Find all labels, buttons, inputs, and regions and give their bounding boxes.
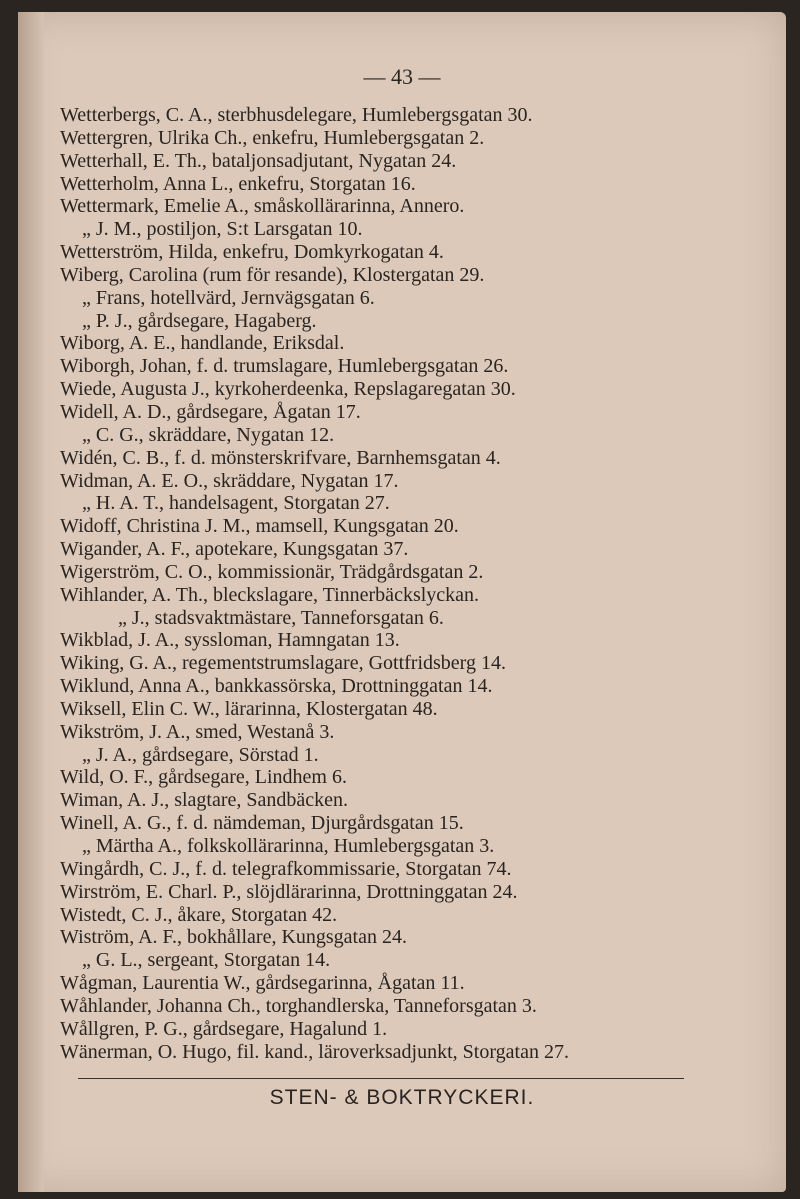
directory-entry: Wikblad, J. A., syssloman, Hamngatan 13. bbox=[60, 629, 400, 652]
directory-entry: Widell, A. D., gårdsegare, Ågatan 17. bbox=[60, 400, 361, 423]
directory-entry: Wiborgh, Johan, f. d. trumslagare, Humlebergsgatan 26. bbox=[60, 355, 509, 378]
directory-entry: Wistedt, C. J., åkare, Storgatan 42. bbox=[60, 903, 338, 926]
directory-entry: Wiborg, A. E., handlande, Eriksdal. bbox=[60, 332, 345, 355]
directory-entry: „ G. L., sergeant, Storgatan 14. bbox=[82, 949, 331, 972]
directory-entry: Wirström, E. Charl. P., slöjdlärarinna, Drottninggatan 24. bbox=[60, 880, 518, 903]
directory-entry: „ C. G., skräddare, Nygatan 12. bbox=[82, 423, 335, 446]
directory-entry: Wetterhall, E. Th., bataljonsadjutant, Nygatan 24. bbox=[60, 149, 457, 172]
directory-entry: Wållgren, P. G., gårdsegare, Hagalund 1. bbox=[60, 1017, 388, 1040]
directory-entry: „ Märtha A., folkskollärarinna, Humlebergsgatan 3. bbox=[82, 835, 495, 857]
directory-entry: Wettermark, Emelie A., småskollärarinna, Annero. bbox=[60, 195, 465, 218]
directory-entry: Wetterbergs, C. A., sterbhusdelegare, Humlebergsgatan 30. bbox=[60, 104, 533, 126]
book-page bbox=[18, 12, 786, 1192]
directory-entries bbox=[60, 104, 760, 1063]
directory-entry: Wiberg, Carolina (rum för resande), Klostergatan 29. bbox=[60, 263, 485, 286]
page-number: — 43 — bbox=[363, 64, 441, 89]
page-gutter bbox=[18, 12, 44, 1192]
directory-entry: Widman, A. E. O., skräddare, Nygatan 17. bbox=[60, 469, 399, 492]
directory-entry: „ J., stadsvaktmästare, Tanneforsgatan 6. bbox=[118, 606, 444, 629]
directory-entry: Wettergren, Ulrika Ch., enkefru, Humlebergsgatan 2. bbox=[60, 126, 485, 149]
margin-mark bbox=[2, 280, 5, 292]
directory-entry: Wiman, A. J., slagtare, Sandbäcken. bbox=[60, 789, 349, 812]
directory-entry: „ P. J., gårdsegare, Hagaberg. bbox=[82, 309, 317, 332]
directory-entry: Wåhlander, Johanna Ch., torghandlerska, Tanneforsgatan 3. bbox=[60, 994, 537, 1017]
margin-mark bbox=[2, 880, 5, 894]
directory-entry: Wigander, A. F., apotekare, Kungsgatan 37. bbox=[60, 538, 409, 561]
footer-rule bbox=[78, 1078, 684, 1079]
directory-entry: Wiking, G. A., regementstrumslagare, Gottfridsberg 14. bbox=[60, 652, 506, 675]
printer-line: STEN- & BOKTRYCKERI. bbox=[269, 1086, 535, 1109]
directory-entry: „ H. A. T., handelsagent, Storgatan 27. bbox=[82, 492, 390, 515]
directory-entry: Wetterholm, Anna L., enkefru, Storgatan 16. bbox=[60, 172, 416, 195]
directory-entry: Winell, A. G., f. d. nämdeman, Djurgårdsgatan 15. bbox=[60, 812, 464, 835]
directory-entry: Widén, C. B., f. d. mönsterskrifvare, Barnhemsgatan 4. bbox=[60, 446, 501, 469]
directory-entry: Wild, O. F., gårdsegare, Lindhem 6. bbox=[60, 766, 347, 789]
directory-entry: Wetterström, Hilda, enkefru, Domkyrkogatan 4. bbox=[60, 241, 444, 264]
directory-entry: Wiksell, Elin C. W., lärarinna, Klostergatan 48. bbox=[60, 697, 438, 720]
directory-entry: Wikström, J. A., smed, Westanå 3. bbox=[60, 720, 335, 743]
directory-entry: „ J. M., postiljon, S:t Larsgatan 10. bbox=[82, 218, 363, 241]
directory-entry: Wiklund, Anna A., bankkassörska, Drottninggatan 14. bbox=[60, 675, 493, 698]
directory-entry: „ J. A., gårdsegare, Sörstad 1. bbox=[82, 743, 319, 766]
directory-entry: Wiede, Augusta J., kyrkoherdeenka, Repslagaregatan 30. bbox=[60, 378, 516, 401]
directory-entry: Wihlander, A. Th., bleckslagare, Tinnerbäckslyckan. bbox=[60, 583, 480, 606]
directory-entry: Wågman, Laurentia W., gårdsegarinna, Ågatan 11. bbox=[60, 972, 465, 995]
directory-entry: Wigerström, C. O., kommissionär, Trädgårdsgatan 2. bbox=[60, 560, 484, 583]
directory-entry: Wiström, A. F., bokhållare, Kungsgatan 24. bbox=[60, 926, 407, 949]
directory-entry: Wingårdh, C. J., f. d. telegrafkommissarie, Storgatan 74. bbox=[60, 857, 512, 880]
directory-entry: „ Frans, hotellvärd, Jernvägsgatan 6. bbox=[82, 286, 375, 309]
directory-entry: Widoff, Christina J. M., mamsell, Kungsgatan 20. bbox=[60, 515, 459, 538]
directory-entry: Wänerman, O. Hugo, fil. kand., läroverksadjunkt, Storgatan 27. bbox=[60, 1040, 569, 1063]
